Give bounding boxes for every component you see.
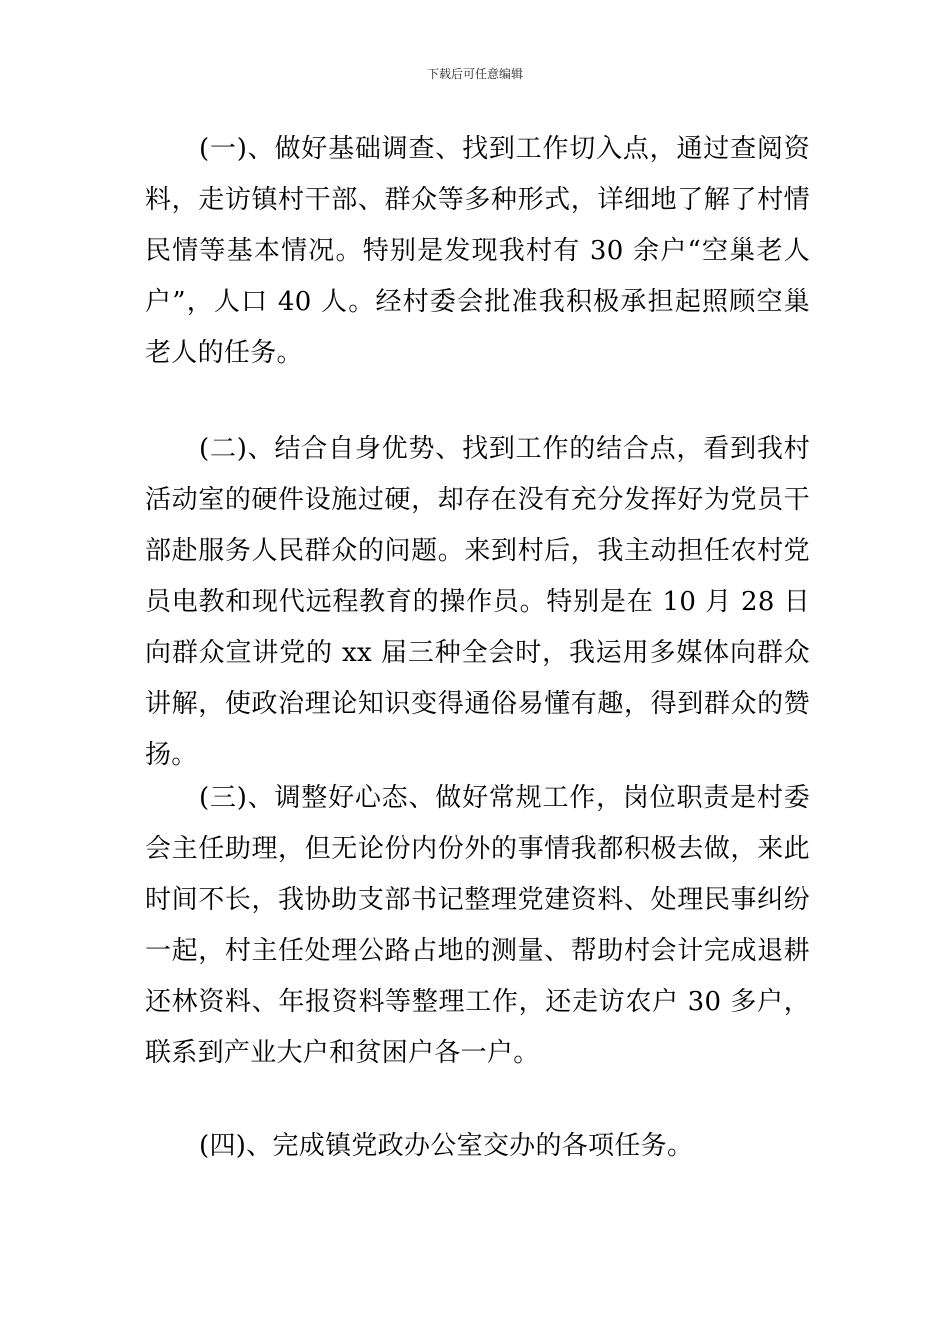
page-header-note: 下载后可任意编辑 <box>426 67 523 81</box>
paragraph-2: (二)、结合自身优势、找到工作的结合点，看到我村活动室的硬件设施过硬，却存在没有充分发挥好为党员干部赴服务人民群众的问题。来到村后，我主动担任农村党员电教和现代远程教育的操作员。特别是在 10 月 28 日向群众宣讲党的 xx 届三种全会时，我运用多媒体向群众讲解，使政治理论知识变得通俗易懂有趣，得到群众的赞扬。 <box>145 434 810 770</box>
paragraph-1: (一)、做好基础调查、找到工作切入点，通过查阅资料，走访镇村干部、群众等多种形式，详细地了解了村情民情等基本情况。特别是发现我村有 30 余户“空巢老人户”，人口 40 人。经村委会批准我积极承担起照顾空巢老人的任务。 <box>145 134 810 368</box>
paragraph-4: (四)、完成镇党政办公室交办的各项任务。 <box>199 1131 694 1161</box>
paragraph-3: (三)、调整好心态、做好常规工作，岗位职责是村委会主任助理，但无论份内份外的事情我都积极去做，来此时间不长，我协助支部书记整理党建资料、处理民事纠纷一起，村主任处理公路占地的测量、帮助村会计完成退耕还林资料、年报资料等整理工作，还走访农户 30 多户，联系到产业大户和贫困户各一户。 <box>145 783 810 1068</box>
